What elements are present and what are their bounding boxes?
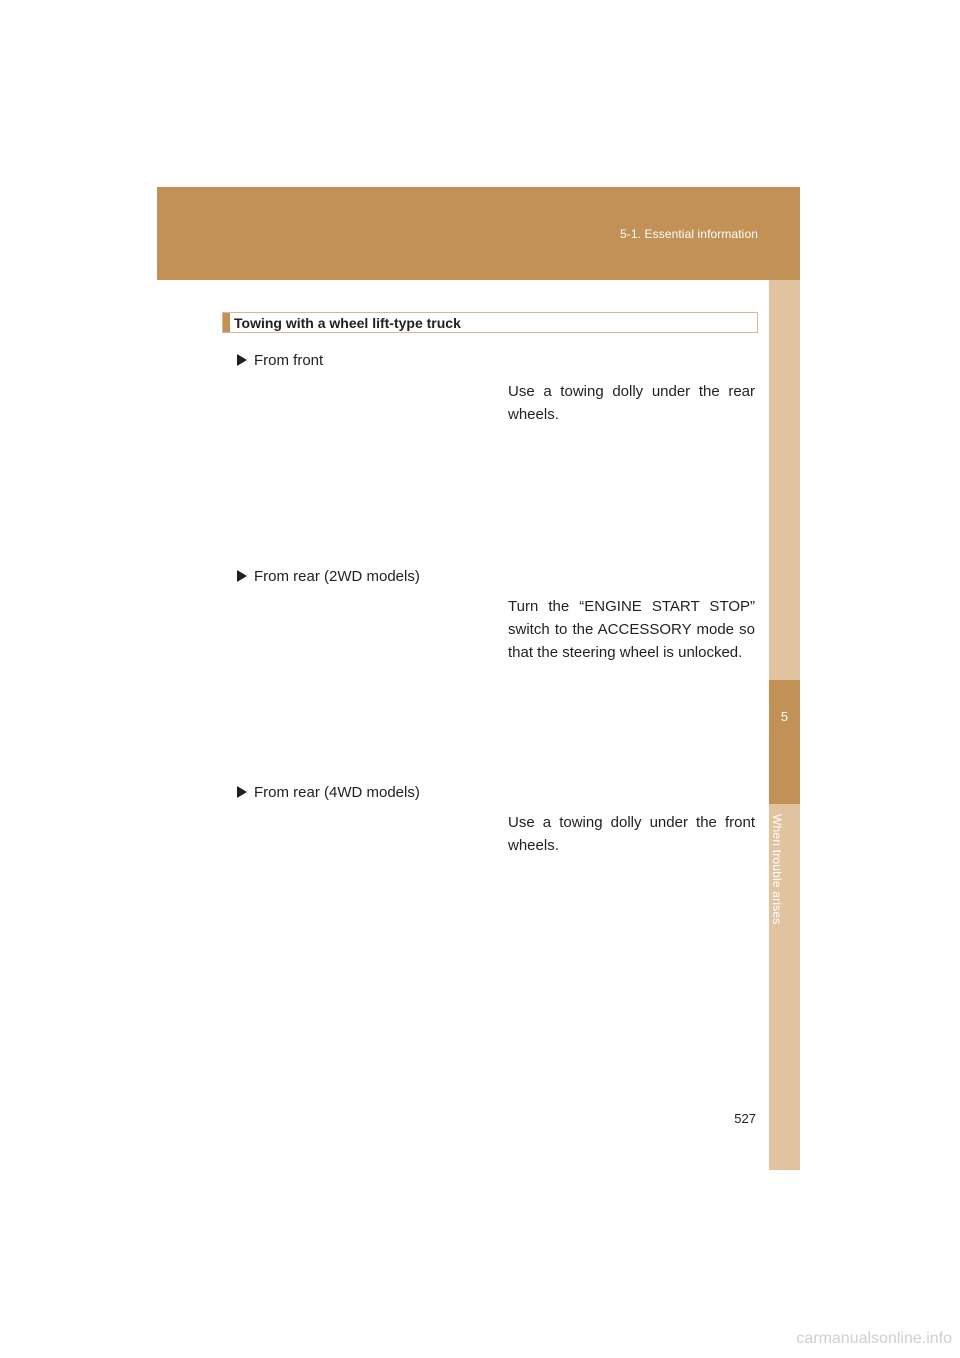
triangle-bullet-icon: [237, 786, 247, 798]
triangle-bullet-icon: [237, 570, 247, 582]
chapter-number: 5: [780, 709, 789, 724]
item-description-from-rear-2wd: Turn the “ENGINE START STOP” switch to the ACCESSORY mode so that the steering wheel is unlocked.: [508, 598, 755, 661]
item-title-text: From rear (4WD models): [254, 784, 420, 801]
heading-text: Towing with a wheel lift-type truck: [234, 315, 461, 331]
page-number: 527: [734, 1111, 756, 1126]
item-title-from-rear-4wd: [237, 784, 420, 801]
heading-accent-bar: [223, 313, 230, 332]
item-description-from-front: Use a towing dolly under the rear wheels.: [508, 383, 755, 423]
header-band: [157, 187, 800, 280]
chapter-tab[interactable]: [769, 680, 800, 804]
section-heading: [222, 312, 758, 333]
section-label: 5-1. Essential information: [620, 227, 758, 241]
item-title-text: From front: [254, 352, 324, 369]
triangle-bullet-icon: [237, 354, 247, 366]
watermark: carmanualsonline.info: [796, 1330, 952, 1347]
chapter-side-strip: [769, 280, 800, 1170]
item-description-from-rear-4wd: Use a towing dolly under the front wheels.: [508, 814, 755, 854]
item-title-from-front: [237, 352, 323, 369]
item-title-text: From rear (2WD models): [254, 568, 420, 585]
chapter-title: When trouble arises: [770, 814, 784, 925]
item-title-from-rear-2wd: [237, 568, 420, 585]
